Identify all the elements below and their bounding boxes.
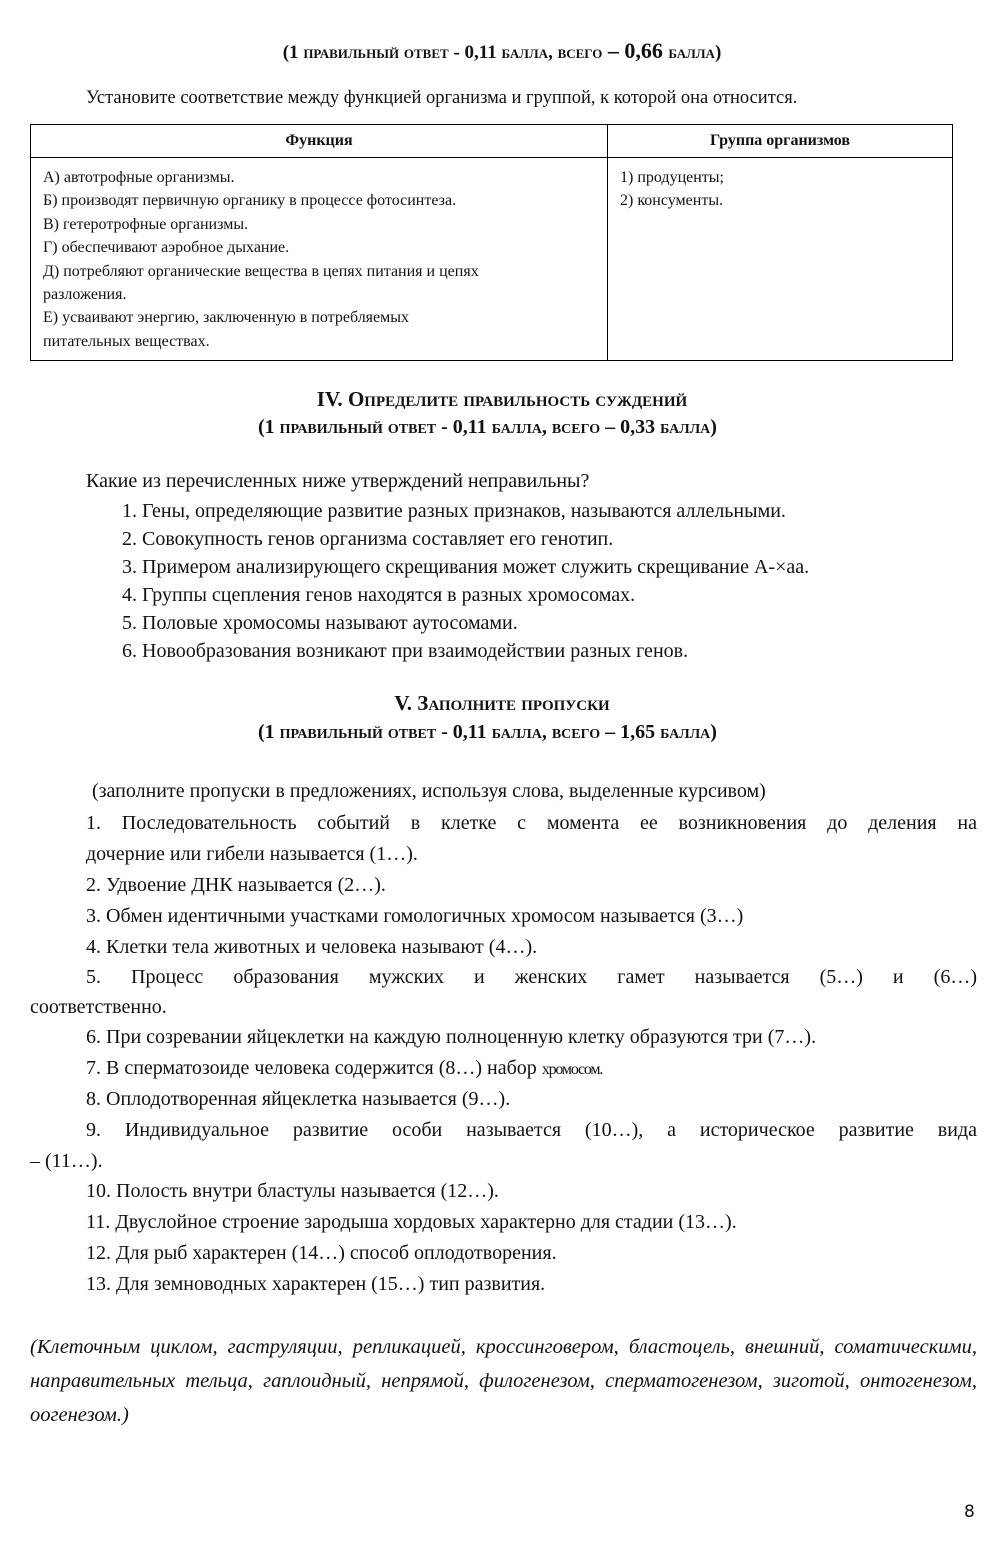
- fill-sentence: соответственно.: [30, 996, 167, 1018]
- title-part: З: [417, 691, 429, 715]
- group-item: 1) продуценты;: [620, 169, 724, 186]
- function-item: Б) производят первичную органику в процессе фотосинтеза.: [43, 192, 457, 210]
- score-part: всего: [557, 42, 603, 63]
- score-part: правильный ответ: [279, 416, 437, 438]
- section-number: V.: [394, 691, 418, 715]
- fill-sentence: 10. Полость внутри бластулы называется (12…).: [86, 1180, 499, 1202]
- function-item: Г) обеспечивают аэробное дыхание.: [43, 239, 290, 257]
- col-function-header: Функция: [31, 125, 608, 158]
- statement-item: 5. Половые хромосомы называют аутосомами.: [122, 612, 518, 634]
- score-part: (1: [258, 721, 280, 743]
- score-part: балла: [491, 416, 542, 438]
- page-number: 8: [964, 1502, 975, 1522]
- statement-item: 2. Совокупность генов организма составляет его генотип.: [122, 528, 614, 550]
- matching-table: [30, 124, 953, 361]
- fill-sentence: 8. Оплодотворенная яйцеклетка называется (9…).: [86, 1088, 511, 1110]
- fill-sentence: 1. Последовательность событий в клетке с момента ее возникновения до деления на: [86, 812, 977, 834]
- section3-score-heading: [0, 38, 1004, 64]
- function-item: питательных веществах.: [43, 332, 210, 350]
- score-part: – 0,33: [600, 416, 661, 438]
- word-bank: (Клеточным циклом, гаструляции, репликацией, кроссинговером, бластоцель, внешний, соматическими, направительных тельца, гаплоидный, непрямой, филогенезом, сперматогенезом, зиготой, онтогенезом, оогенезом.): [30, 1336, 977, 1426]
- fill-sentence: [86, 1057, 602, 1080]
- fill-instruction: (заполните пропуски в предложениях, используя слова, выделенные курсивом): [92, 780, 766, 802]
- col-group-header: Группа организмов: [608, 125, 953, 158]
- fill-sentence: 11. Двуслойное строение зародыша хордовых характерно для стадии (13…).: [86, 1211, 737, 1233]
- function-item: Е) усваивают энергию, заключенную в потребляемых: [43, 309, 410, 327]
- fill-sentence: 9. Индивидуальное развитие особи называется (10…), а историческое развитие вида: [86, 1119, 977, 1141]
- matching-instruction: Установите соответствие между функцией организма и группой, к которой она относится.: [86, 88, 798, 108]
- title-part: аполните пропуски: [428, 691, 610, 715]
- score-part: - 0,11: [436, 721, 492, 743]
- score-part: балла: [491, 721, 542, 743]
- groups-cell: [608, 158, 953, 361]
- fill-sentence: дочерние или гибели называется (1…).: [86, 843, 418, 865]
- sentence-part: 7. В сперматозоиде человека содержится (8…) набор: [86, 1057, 542, 1079]
- section5-score-heading: [258, 721, 717, 744]
- score-part: ,: [548, 42, 558, 63]
- statement-item: 4. Группы сцепления генов находятся в разных хромосомах.: [122, 584, 636, 606]
- functions-cell: [31, 158, 608, 361]
- score-part: ,: [541, 416, 552, 438]
- function-item: Д) потребляют органические вещества в цепях питания и цепях: [43, 262, 479, 280]
- statement-item: 6. Новообразования возникают при взаимодействии разных генов.: [122, 640, 689, 662]
- score-part: - 0,11: [448, 42, 502, 63]
- score-part: всего: [551, 721, 601, 743]
- section-number: IV.: [316, 387, 348, 411]
- fill-sentence: 3. Обмен идентичными участками гомологичных хромосом называется (3…): [86, 905, 744, 927]
- sentence-part: хромосом.: [541, 1061, 603, 1078]
- fill-sentence: 4. Клетки тела животных и человека называют (4…).: [86, 936, 538, 958]
- score-part: балла: [501, 42, 549, 63]
- score-part: (1: [258, 416, 280, 438]
- score-part: – 0,66: [602, 38, 669, 63]
- section4-score-heading: [258, 416, 717, 439]
- statement-item: 3. Примером анализирующего скрещивания может служить скрещивание А-×аа.: [122, 556, 810, 578]
- score-part: правильный ответ: [279, 721, 437, 743]
- score-part: ,: [541, 721, 552, 743]
- score-part: ): [714, 42, 722, 63]
- score-part: (1: [282, 42, 304, 63]
- score-part: балла: [660, 721, 711, 743]
- group-item: 2) консументы.: [620, 192, 724, 210]
- statement-item: 1. Гены, определяющие развитие разных признаков, называются аллельными.: [122, 500, 786, 522]
- function-item: разложения.: [43, 286, 127, 304]
- question-text: Какие из перечисленных ниже утверждений неправильны?: [86, 470, 590, 492]
- fill-sentence: 5. Процесс образования мужских и женских гамет называется (5…) и (6…): [86, 966, 977, 988]
- score-part: ): [710, 721, 717, 743]
- title-part: пределите правильность суждений: [364, 387, 688, 411]
- fill-sentence: 2. Удвоение ДНК называется (2…).: [86, 874, 386, 896]
- score-part: балла: [660, 416, 711, 438]
- score-part: правильный ответ: [303, 42, 449, 63]
- function-item: А) автотрофные организмы.: [43, 169, 235, 186]
- score-part: – 1,65: [600, 721, 661, 743]
- fill-sentence: 12. Для рыб характерен (14…) способ оплодотворения.: [86, 1242, 557, 1264]
- section5-title: [0, 691, 1004, 716]
- function-item: В) гетеротрофные организмы.: [43, 215, 249, 233]
- score-part: всего: [551, 416, 601, 438]
- section4-title: [0, 387, 1004, 412]
- fill-sentence: 6. При созревании яйцеклетки на каждую полноценную клетку образуются три (7…).: [86, 1026, 817, 1048]
- score-part: балла: [668, 42, 715, 63]
- fill-sentence: – (11…).: [30, 1150, 103, 1172]
- score-part: ): [710, 416, 717, 438]
- title-part: О: [347, 387, 365, 411]
- score-part: - 0,11: [436, 416, 492, 438]
- fill-sentence: 13. Для земноводных характерен (15…) тип развития.: [86, 1273, 546, 1295]
